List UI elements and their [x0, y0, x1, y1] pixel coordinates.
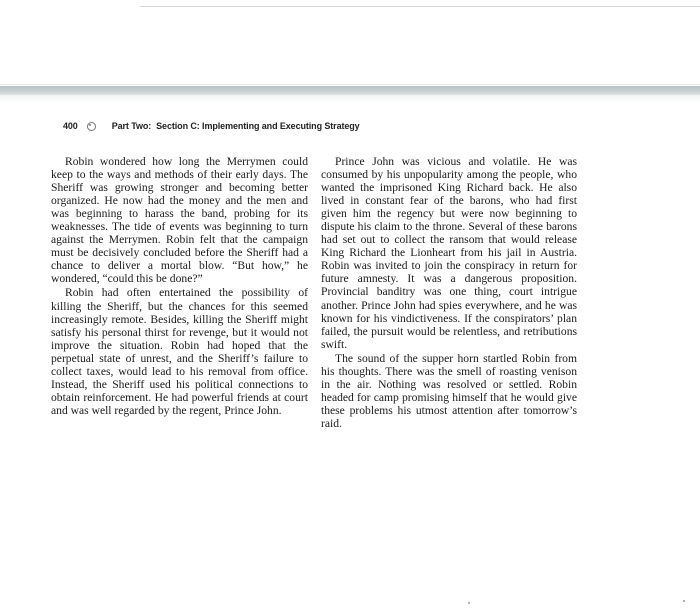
paragraph: Prince John was vicious and volatile. He was consumed by his unpopularity among the people, who wanted the imprisoned King Richard back. He also lived in constant fear of the barons, who had first given him the regency but were now beginning to dispute his claim to the throne. Several of these barons had set out to collect the ransom that would release King Richard the Lionheart from his jail in Austria. Robin was invited to join the conspiracy in return for future amnesty. It was a dangerous proposition. Provincial banditry was one thing, court intrigue another. Prince John had spies everywhere, and he was known for his vindictiveness. If the conspirators’ plan failed, the pursuit would be relentless, and retributions swift. [321, 155, 577, 351]
right-column [321, 155, 577, 430]
part-label: Part Two: [111, 121, 152, 131]
paragraph: Robin had often entertained the possibility of killing the Sheriff, but the chances for this seemed increasingly remote. Besides, killing the Sheriff might satisfy his personal thirst for revenge, but it would not improve the situation. Robin had hoped that the perpetual state of unrest, and the Sheriff’s failure to collect taxes, would lead to his removal from office. Instead, the Sheriff used his political connections to obtain reinforcement. He had powerful friends at court and was well regarded by the regent, Prince John. [51, 286, 308, 417]
left-column [51, 155, 308, 417]
paragraph: The sound of the supper horn startled Robin from his thoughts. There was the smell of roasting venison in the air. Nothing was resolved or settled. Robin headed for camp promising himself that he would give these problems his utmost attention after tomorrow’s raid. [321, 351, 577, 430]
paragraph: Robin wondered how long the Merrymen could keep to the ways and methods of their early days. The Sheriff was growing stronger and becoming better organized. He now had the money and the men and was beginning to harass the band, probing for its weaknesses. The tide of events was beginning to turn against the Merrymen. Robin felt that the campaign must be decisively concluded before the Sheriff had a chance to deliver a mortal blow. “But how,” he wondered, “could this be done?” [51, 155, 308, 286]
page-ornament-icon [87, 122, 96, 131]
scan-speck [468, 602, 470, 604]
running-header [63, 121, 360, 131]
section-title: Section C: Implementing and Executing Strategy [156, 121, 360, 131]
scan-speck [683, 600, 685, 602]
page-number: 400 [63, 121, 78, 131]
